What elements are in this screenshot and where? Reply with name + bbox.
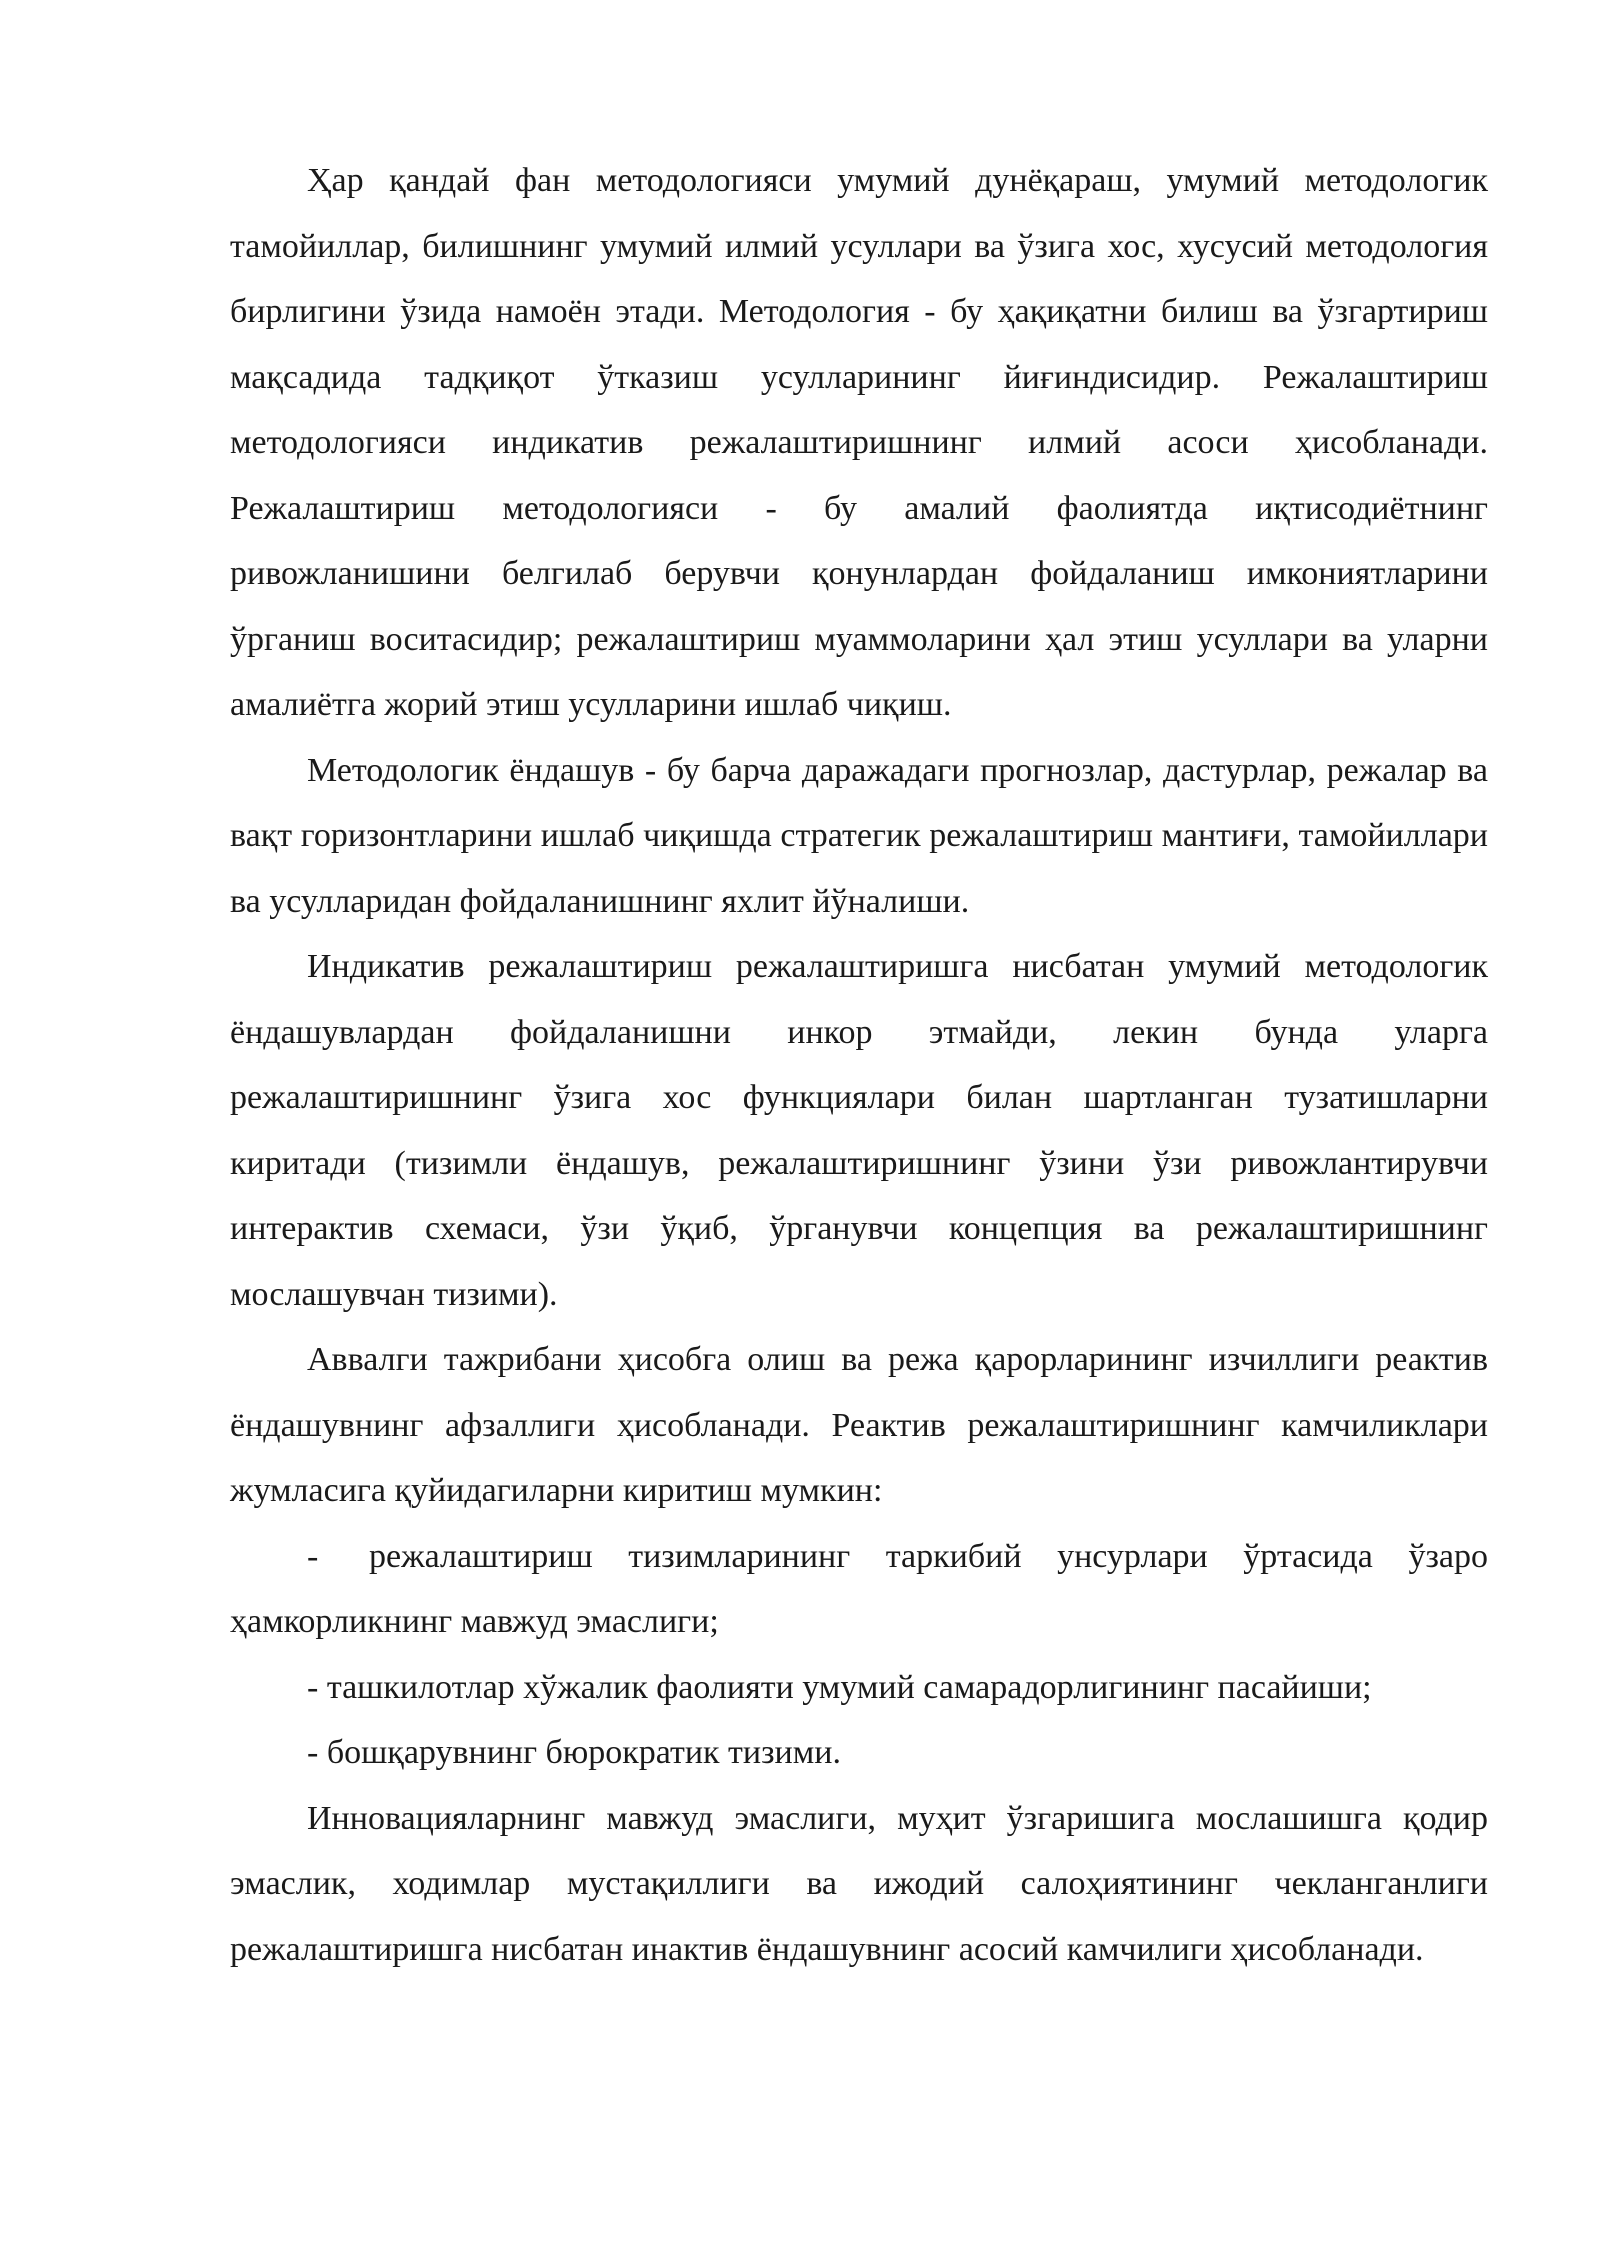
list-item — [230, 1524, 1488, 1655]
list-item — [230, 1655, 1488, 1721]
list-item-text: - бошқарувнинг бюрократик тизими. — [307, 1734, 841, 1771]
paragraph-methodological-approach: Методологик ёндашув - бу барча даражадаги прогнозлар, дастурлар, режалар ва вақт горизонтларини ишлаб чиқишда стратегик режалаштириш мантиғи, тамойиллари ва усулларидан фойдаланишнинг яхлит йўналиши. — [230, 751, 1488, 920]
paragraph-reactive-approach: Аввалги тажрибани ҳисобга олиш ва режа қарорларининг изчиллиги реактив ёндашувнинг афзаллиги ҳисобланади. Реактив режалаштиришнинг камчиликлари жумласига қуйидагиларни киритиш мумкин: — [230, 1341, 1488, 1509]
paragraph-inactive-approach: Инновацияларнинг мавжуд эмаслиги, муҳит ўзгаришига мослашишга қодир эмаслик, ходимлар мустақиллиги ва ижодий салоҳиятининг чекланганлиги режалаштиришга нисбатан инактив ёндашувнинг асосий камчилиги ҳисобланади. — [230, 1799, 1488, 1968]
paragraph-methodology: Ҳар қандай фан методологияси умумий дунёқараш, умумий методологик тамойиллар, билишнинг умумий илмий усуллари ва ўзига хос, хусусий методология бирлигини ўзида намоён этади. Методология - бу ҳақиқатни билиш ва ўзгартириш мақсадида тадқиқот ўтказиш усулларининг йиғиндисидир. Режалаштириш методологияси индикатив режалаштиришнинг илмий асоси ҳисобланади. Режалаштириш методологияси - бу амалий фаолиятда иқтисодиётнинг ривожланишини белгилаб берувчи қонунлардан фойдаланиш имкониятларини ўрганиш воситасидир; режалаштириш муаммоларини ҳал этиш усуллари ва уларни амалиётга жорий этиш усулларини ишлаб чиқиш. — [230, 162, 1488, 723]
list-item-text: режалаштириш тизимларининг таркибий унсурлари ўртасида ўзаро ҳамкорликнинг мавжуд эмаслиги; — [230, 1537, 1488, 1640]
list-item — [230, 1720, 1488, 1786]
list-item-text: - ташкилотлар хўжалик фаолияти умумий самарадорлигининг пасайиши; — [307, 1668, 1372, 1706]
document-page — [230, 148, 1488, 1982]
paragraph-indicative-planning: Индикатив режалаштириш режалаштиришга нисбатан умумий методологик ёндашувлардан фойдаланишни инкор этмайди, лекин бунда уларга режалаштиришнинг ўзига хос функциялари билан шартланган тузатишларни киритади (тизимли ёндашув, режалаштиришнинг ўзини ўзи ривожлантирувчи интерактив схемаси, ўзи ўқиб, ўрганувчи концепция ва режалаштиришнинг мослашувчан тизими). — [230, 948, 1488, 1313]
list-dash: - — [307, 1537, 319, 1575]
